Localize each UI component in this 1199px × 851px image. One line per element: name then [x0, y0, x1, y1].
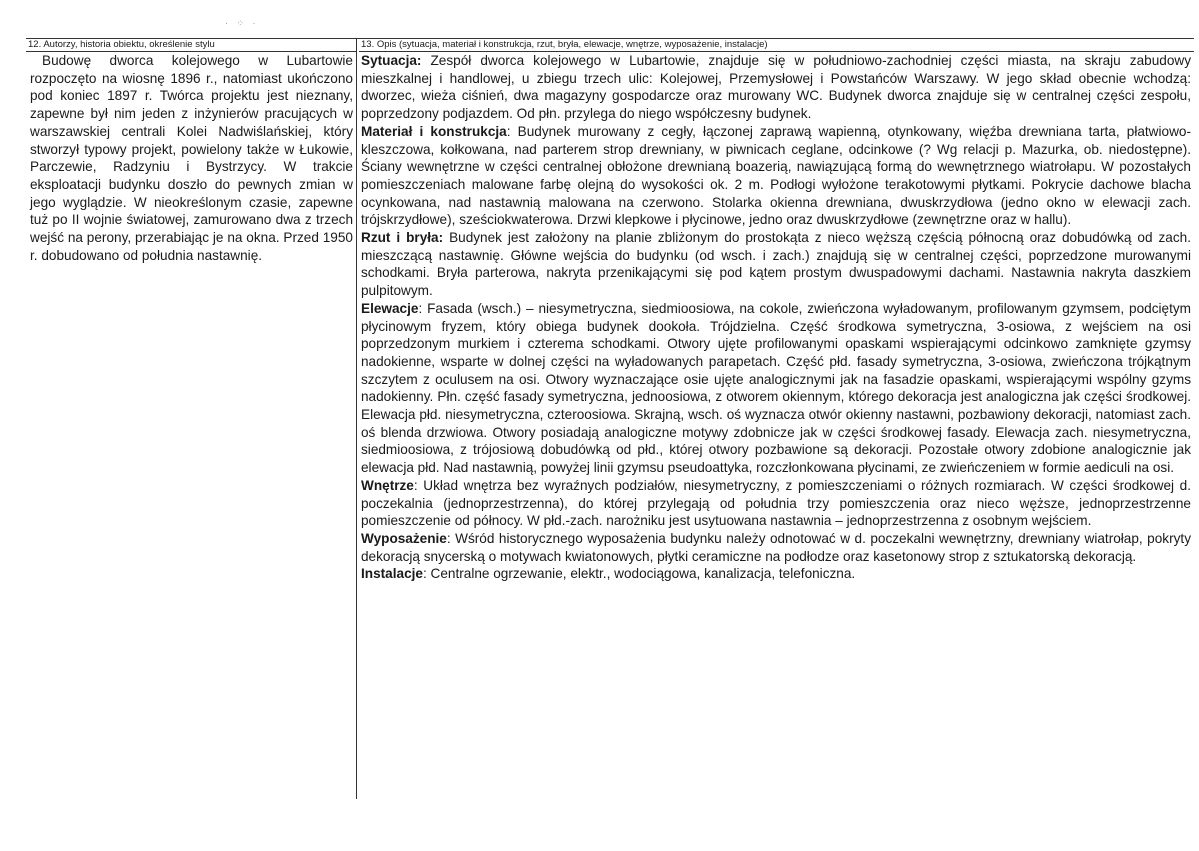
section-furnishings [361, 530, 1191, 565]
section-situation [361, 52, 1191, 123]
history-column [26, 39, 357, 799]
section-label: Materiał i konstrukcja [361, 123, 507, 139]
section-label: Wnętrze [361, 477, 414, 493]
section-text: : Układ wnętrza bez wyraźnych podziałów, niesymetryczny, z pomieszczeniami o różnych rozmiarach. W części środkowej d. poczekalnia (jednoprzestrzenna), do której przylegają od południa trzy pomieszczenia oraz nieco węższe, jednoprzestrzenne pomieszczenie od północy. W płd.-zach. narożniku jest usytuowana nastawnia – jednoprzestrzenna z osobnym wejściem. [361, 477, 1191, 529]
section-installations [361, 565, 1191, 583]
section-text: : Fasada (wsch.) – niesymetryczna, siedmioosiowa, na cokole, zwieńczona wyładowanym, profilowanym gzymsem, podciętym płycinowym fryzem, który obiega budynek dookoła. Trójdzielna. Część środkowa symetryczna, 3-osiowa, z wejściem na osi poprzedzonym murkiem i czterema schodkami. Otwory ujęte profilowanymi opaskami wspierającymi odcinkowo zamknięte gzymsy nadokienne, wsparte w dolnej części na wyładowanych parapetach. Część płd. fasady symetryczna, 3-osiowa, zwieńczona trójkątnym szczytem z oculusem na osi. Otwory wyznaczające osie ujęte analogicznymi jak na fasadzie opaskami, wspierającymi wspólny gzyms nadokienny. Płn. część fasady symetryczna, jednoosiowa, z otworem okiennym, którego dekoracja jest analogiczna jak części środkowej. Elewacja płd. niesymetryczna, czteroosiowa. Skrajną, wsch. oś wyznacza otwór okienny nastawni, pozbawiony dekoracji, natomiast zach. oś blenda drzwiowa. Otwory posiadają analogiczne motywy zdobnicze jak w części środkowej fasady. Elewacja zach. niesymetryczna, siedmioosiowa, z trójosiową dobudówką od płd., której otwory pozbawione są dekoracji. Pozostałe otwory zdobione analogicznie jak elewacja płd. Nad nastawnią, powyżej linii gzymsu pseudoattyka, rozczłonkowana płycinami, ze zwieńczeniem w formie aediculi na osi. [361, 300, 1191, 476]
section-label: Wyposażenie [361, 530, 447, 546]
description-text [359, 52, 1194, 583]
section-elevations [361, 300, 1191, 477]
scan-speck: · ⁘ · [225, 18, 259, 28]
section-label: Sytuacja: [361, 53, 422, 68]
section-material-construction [361, 123, 1191, 229]
description-column [359, 39, 1194, 799]
history-paragraph: Budowę dworca kolejowego w Lubartowie rozpoczęto na wiosnę 1896 r., natomiast ukończono pod koniec 1897 r. Twórca projektu jest nieznany, zapewne był nim jeden z inżynierów pracujących w warszawskiej centrali Kolei Nadwiślańskiej, który stworzył typowy projekt, powielony także w Łukowie, Parczewie, Radzyniu i Bystrzycy. W trakcie eksploatacji budynku doszło do pewnych zmian w jego wyglądzie. W nieokreślonym czasie, zapewne tuż po II wojnie światowej, zamurowano dwa z trzech wejść na perony, przerabiając je na okna. Przed 1950 r. dobudowano od południa nastawnię. [30, 53, 353, 263]
section-label: Elewacje [361, 300, 419, 316]
history-text [26, 52, 356, 264]
section-text: Zespół dworca kolejowego w Lubartowie, znajduje się w południowo-zachodniej części miasta, na skraju zabudowy mieszkalnej i handlowej, u zbiegu trzech ulic: Kolejowej, Przemysłowej i Powstańców Warszawy. W jego skład obecnie wchodzą: dworzec, wieża ciśnień, dwa magazyny gospodarcze oraz murowany WC. Budynek dworca znajduje się w centralnej części zespołu, poprzedzony podjazdem. Od płn. przylega do niego współczesny budynek. [361, 53, 1191, 122]
section-label: Instalacje [361, 566, 423, 582]
section-interior [361, 477, 1191, 530]
section-text: Budynek jest założony na planie zbliżonym do prostokąta z nieco węższą częścią północną oraz dobudówką od zach. mieszczącą nastawnię. Główne wejścia do budynku (od wsch. i zach.) znajdują się w centralnej części, poprzedzone murowanymi schodkami. Bryła parterowa, nakryta przenikającymi się pod kątem prostym dwuspadowymi dachami. Nastawnia nakryta daszkiem pulpitowym. [361, 230, 1191, 299]
section-label: Rzut i bryła: [361, 230, 444, 246]
section-text: : Budynek murowany z cegły, łączonej zaprawą wapienną, otynkowany, więźba drewniana tarta, płatwiowo-kleszczowa, kołkowana, nad parterem strop drewniany, w piwnicach ceglane, odcinkowe (? Wg relacji p. Mazurka, ob. niedostępne). Ściany wewnętrzne w części centralnej obłożone drewnianą boazerią, nawiązującą formą do wewnętrznego wiatrołapu. W pozostałych pomieszczeniach malowane farbę olejną do wysokości ok. 2 m. Podłogi wyłożone terakotowymi płytkami. Pokrycie dachowe blacha ocynkowana, nad nastawnią malowana na czerwono. Stolarka okienna drewniana, dwuskrzydłowa (jedno okno w elewacji zach. trójskrzydłowe), sześciokwaterowa. Drzwi klepkowe i płycinowe, jedno oraz dwuskrzydłowe (zewnętrzne oraz w hallu). [361, 123, 1191, 228]
section-text: : Wśród historycznego wyposażenia budynku należy odnotować w d. poczekalni wewnętrzny, drewniany wiatrołap, pokryty dekoracją snycerską o motywach kwiatonowych, płytki ceramiczne na podłodze oraz kasetonowy strop z sztukatorską dekoracją. [361, 530, 1191, 564]
section-text: : Centralne ogrzewanie, elektr., wodociągowa, kanalizacja, telefoniczna. [422, 566, 856, 582]
document-table [26, 38, 1194, 799]
history-column-header: 12. Autorzy, historia obiektu, określenie stylu [26, 39, 356, 52]
section-plan-massing [361, 229, 1191, 300]
description-column-header: 13. Opis (sytuacja, materiał i konstrukcja, rzut, bryła, elewacje, wnętrze, wyposażenie, instalacje) [359, 39, 1194, 52]
